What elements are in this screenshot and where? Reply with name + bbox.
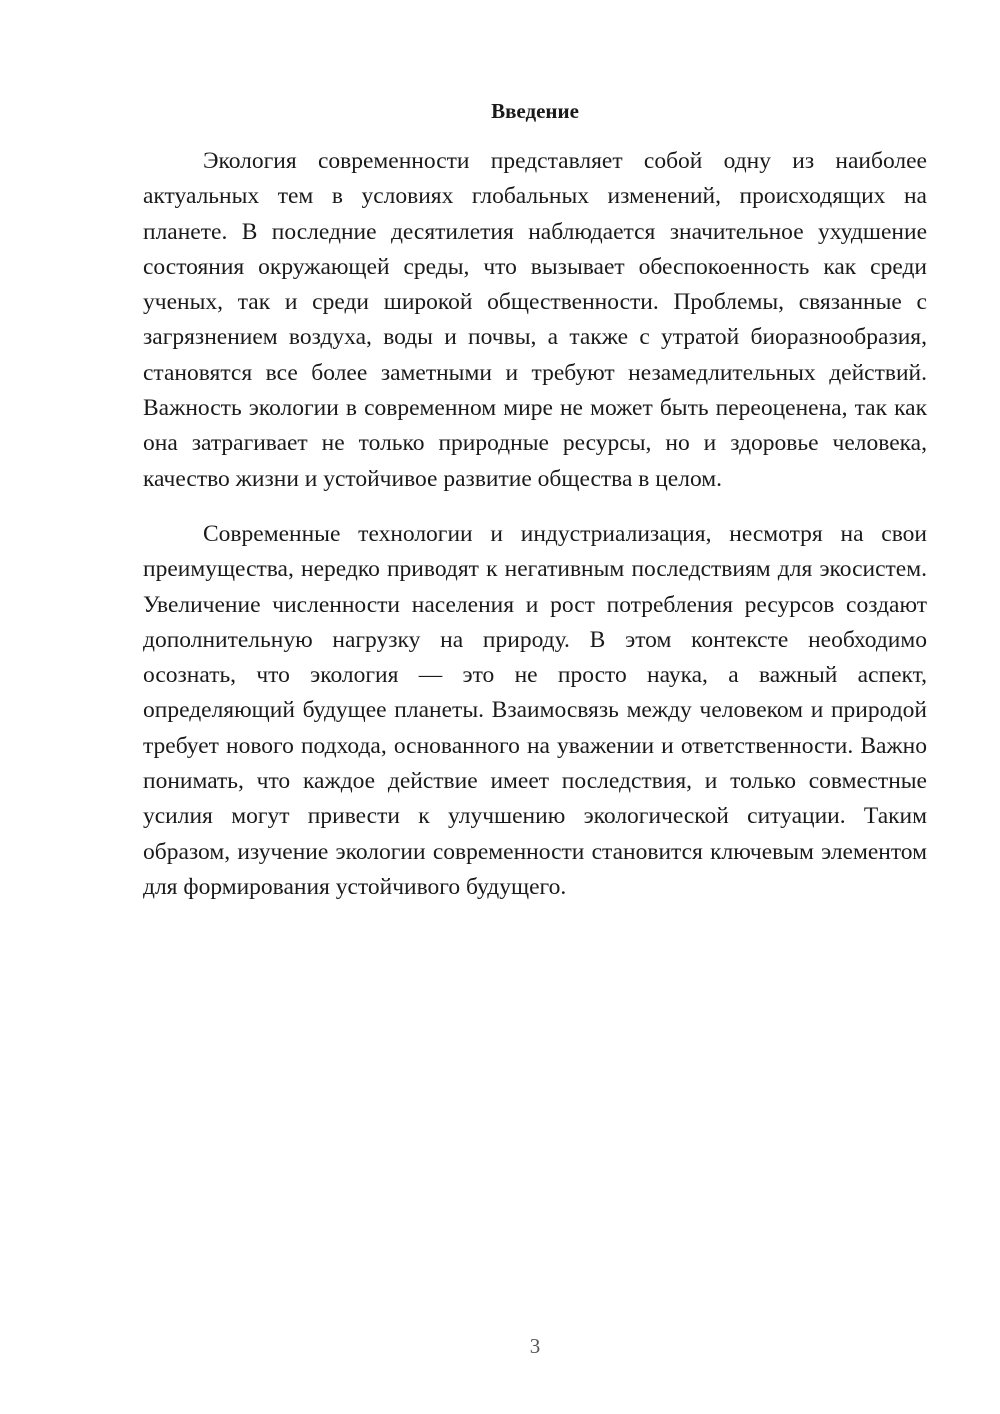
body-text — [143, 144, 927, 905]
page-number: 3 — [529, 1334, 541, 1358]
paragraph-1: Экология современности представляет собой одну из наиболее актуальных тем в условиях глобальных изменений, происходящих на планете. В последние десятилетия наблюдается значительное ухудшение состояния окружающей среды, что вызывает обеспокоенность как среди ученых, так и среди широкой общественности. Проблемы, связанные с загрязнением воздуха, воды и почвы, а также с утратой биоразнообразия, становятся все более заметными и требуют незамедлительных действий. Важность экологии в современном мире не может быть переоценена, так как она затрагивает не только природные ресурсы, но и здоровье человека, качество жизни и устойчивое развитие общества в целом. — [143, 148, 927, 492]
paragraph-2: Современные технологии и индустриализация, несмотря на свои преимущества, нередко приводят к негативным последствиям для экосистем. Увеличение численности населения и рост потребления ресурсов создают дополнительную нагрузку на природу. В этом контексте необходимо осознать, что экология — это не просто наука, а важный аспект, определяющий будущее планеты. Взаимосвязь между человеком и природой требует нового подхода, основанного на уважении и ответственности. Важно понимать, что каждое действие имеет последствия, и только совместные усилия могут привести к улучшению экологической ситуации. Таким образом, изучение экологии современности становится ключевым элементом для формирования устойчивого будущего. — [143, 520, 927, 900]
section-heading: Введение — [491, 99, 579, 123]
